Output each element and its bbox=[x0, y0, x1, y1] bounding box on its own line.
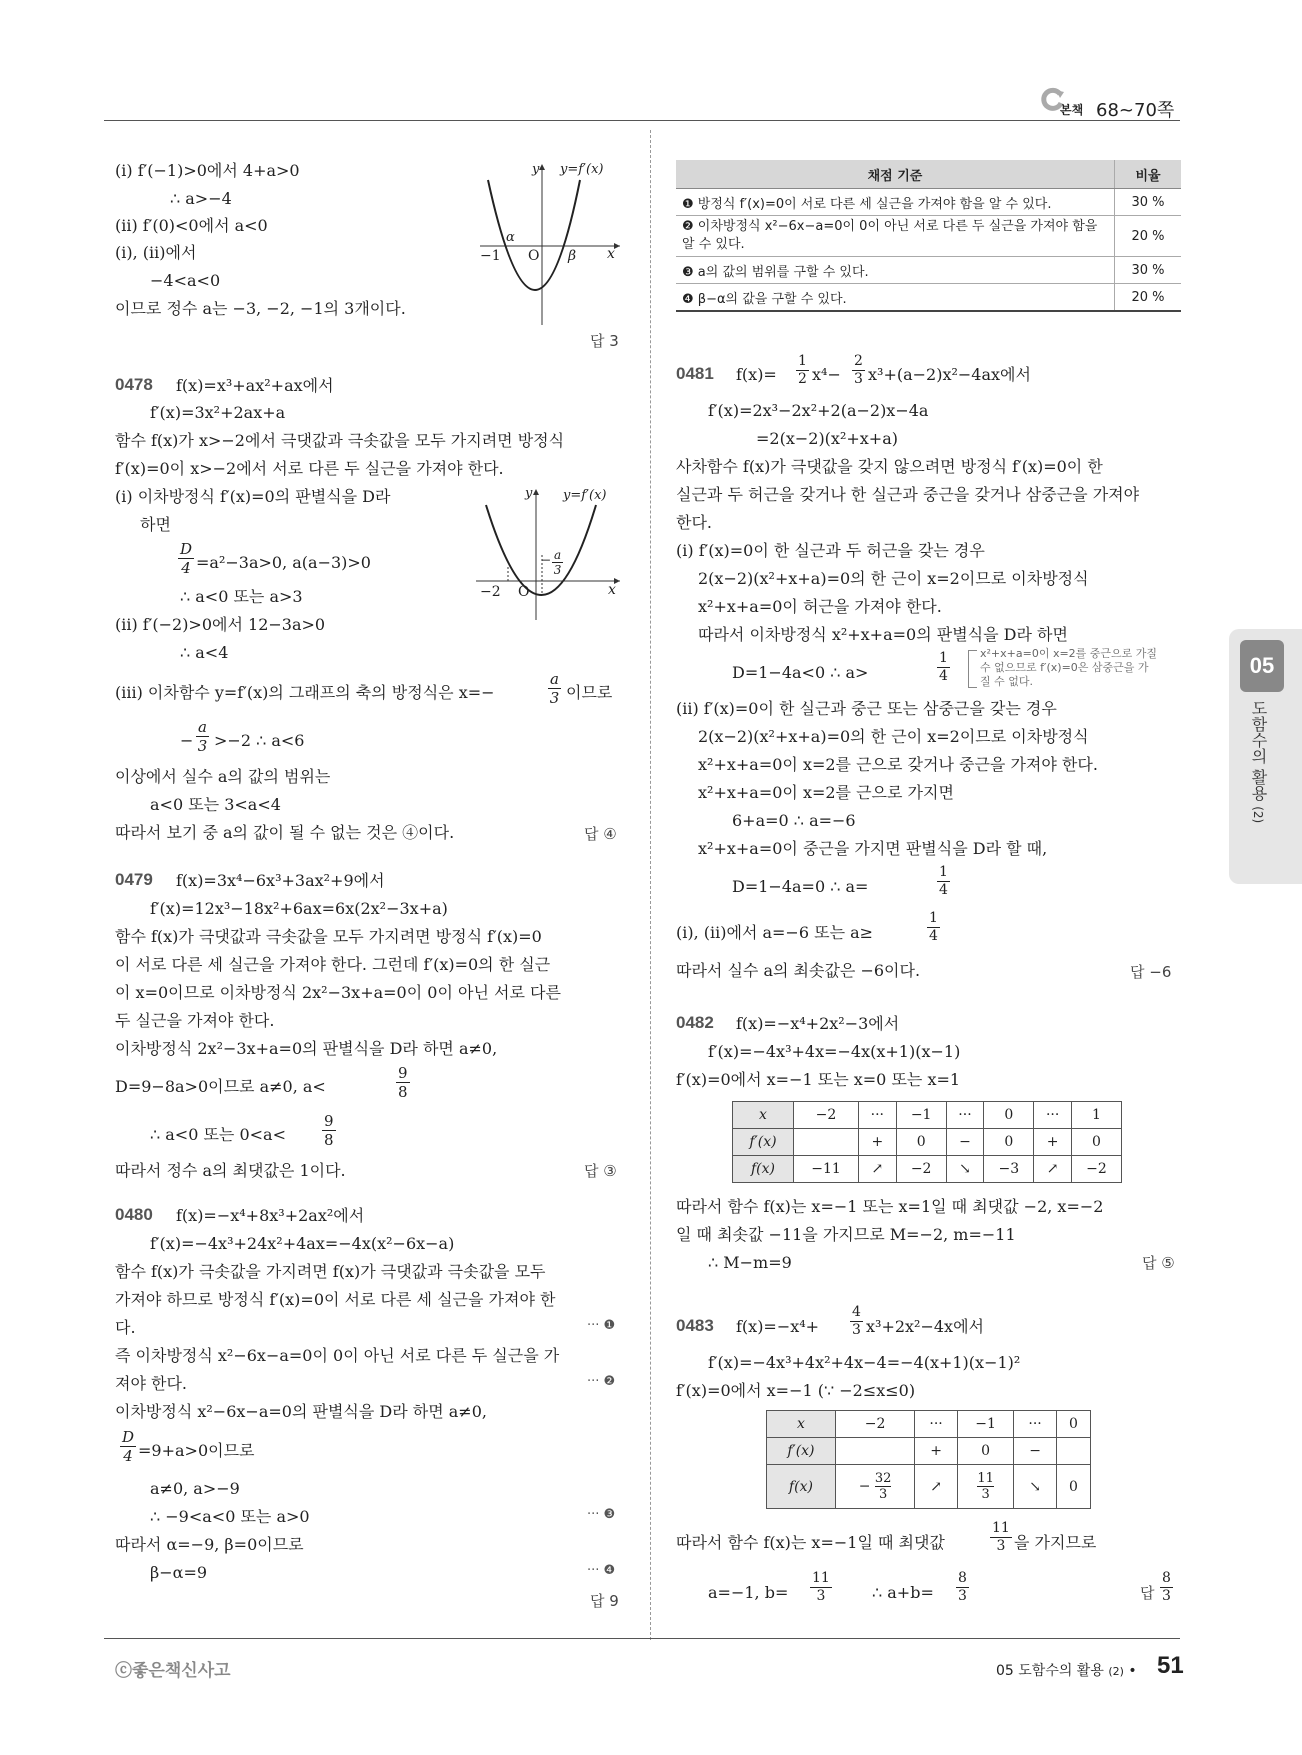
t482-r3c6: −3 bbox=[984, 1156, 1034, 1183]
p482-5: 일 때 최솟값 −11을 가지므로 M=−2, m=−11 bbox=[676, 1225, 1016, 1244]
p478-5: (ⅰ) 이차방정식 f′(x)=0의 판별식을 D라 bbox=[115, 487, 391, 506]
t482-r2c7: + bbox=[1034, 1129, 1072, 1156]
t483-r2c5: − bbox=[1014, 1438, 1057, 1465]
table-row bbox=[733, 1129, 1122, 1156]
p478-3: 함수 f(x)가 x>−2에서 극댓값과 극솟값을 모두 가지려면 방정식 bbox=[115, 431, 565, 450]
graph2-x: x bbox=[608, 582, 616, 598]
p481-9: x²+x+a=0이 허근을 가져야 한다. bbox=[698, 597, 942, 616]
p478-12: >−2 ∴ a<6 bbox=[214, 731, 305, 750]
p481-17: x²+x+a=0이 중근을 가지면 판별식을 D라 할 때, bbox=[698, 839, 1048, 858]
graph1-alpha: α bbox=[506, 230, 515, 245]
table-row bbox=[676, 189, 1181, 216]
p483-4b: 을 가지므로 bbox=[1014, 1533, 1097, 1552]
t483-r2c1: f′(x) bbox=[767, 1438, 836, 1465]
grading-criteria-3: ❸ a의 값의 범위를 구할 수 있다. bbox=[676, 257, 1115, 284]
graph1-neg1: −1 bbox=[480, 248, 501, 264]
p480-7: 져야 한다. bbox=[115, 1374, 187, 1393]
frac-481-1a: 1 2 bbox=[798, 353, 807, 387]
p478-12a: − bbox=[180, 731, 194, 750]
note-bracket bbox=[968, 650, 977, 688]
frac-483-4: 11 3 bbox=[992, 1520, 1010, 1554]
side-tab-text: 도함수의 활용 (2) bbox=[1249, 700, 1268, 824]
p478-15: 따라서 보기 중 a의 값이 될 수 없는 것은 ④이다. bbox=[115, 823, 455, 842]
footer-chapter: 05 도함수의 활용 (2) • bbox=[996, 1663, 1137, 1679]
grading-head-ratio: 비율 bbox=[1115, 160, 1182, 189]
t482-r3c3: ↗ bbox=[858, 1156, 896, 1183]
p480-12: 따라서 α=−9, β=0이므로 bbox=[115, 1535, 304, 1554]
p480-6: 즉 이차방정식 x²−6x−a=0이 0이 아닌 서로 다른 두 실근을 가 bbox=[115, 1346, 560, 1365]
footer-page-number: 51 bbox=[1157, 1652, 1184, 1679]
grading-table bbox=[676, 160, 1181, 312]
p481-3: =2(x−2)(x²+x+a) bbox=[756, 429, 898, 448]
problem-number-0480: 0480 bbox=[115, 1205, 153, 1224]
p481-7: (ⅰ) f′(x)=0이 한 실근과 두 허근을 갖는 경우 bbox=[676, 541, 985, 560]
grading-criteria-2: ❷ 이차방정식 x²−6x−a=0이 0이 아닌 서로 다른 두 실근을 가져야 함을 알 수 있다. bbox=[676, 216, 1115, 257]
t482-r3c5: ↘ bbox=[946, 1156, 984, 1183]
p480-1: f(x)=−x⁴+8x³+2ax²에서 bbox=[176, 1206, 365, 1225]
grading-ratio-2: 20 % bbox=[1115, 216, 1182, 257]
p481-6: 한다. bbox=[676, 513, 712, 532]
table-row bbox=[676, 284, 1181, 312]
frac-481-1b: 2 3 bbox=[854, 353, 863, 387]
answer-0477: 답 3 bbox=[590, 332, 619, 350]
grading-ratio-1: 30 % bbox=[1115, 189, 1182, 216]
p482-2: f′(x)=−4x³+4x=−4x(x+1)(x−1) bbox=[708, 1042, 961, 1061]
p480-2: f′(x)=−4x³+24x²+4ax=−4x(x²−6x−a) bbox=[150, 1234, 455, 1253]
p481-20: 따라서 실수 a의 최솟값은 −6이다. bbox=[676, 961, 921, 980]
table-row bbox=[767, 1465, 1091, 1509]
p483-5: a=−1, b= bbox=[708, 1583, 789, 1602]
grading-criteria-4: ❹ β−α의 값을 구할 수 있다. bbox=[676, 284, 1115, 312]
p480-11: ∴ −9<a<0 또는 a>0 bbox=[150, 1507, 310, 1526]
graph2-neg2: −2 bbox=[480, 584, 501, 600]
table-row bbox=[733, 1102, 1122, 1129]
graph2-frac: a 3 bbox=[553, 548, 562, 577]
p480-10: a≠0, a>−9 bbox=[150, 1479, 240, 1498]
problem-number-0478: 0478 bbox=[115, 375, 153, 394]
answer-0481: 답 −6 bbox=[1130, 963, 1172, 981]
frac-483-5b: 8 3 bbox=[958, 1570, 967, 1604]
t482-r1c6: 0 bbox=[984, 1102, 1034, 1129]
step-marker-1: ··· ❶ bbox=[587, 1318, 616, 1333]
frac-481-11: 1 4 bbox=[939, 650, 948, 684]
p480-3: 함수 f(x)가 극솟값을 가지려면 f(x)가 극댓값과 극솟값을 모두 bbox=[115, 1262, 546, 1281]
p483-1a: f(x)=−x⁴+ bbox=[736, 1317, 820, 1336]
answer-0483: 답 bbox=[1140, 1584, 1155, 1602]
t482-r3c4: −2 bbox=[896, 1156, 946, 1183]
p479-2: f′(x)=12x³−18x²+6ax=6x(2x²−3x+a) bbox=[150, 899, 448, 918]
t483-r3c1: f(x) bbox=[767, 1465, 836, 1509]
t483-r2c6 bbox=[1056, 1438, 1090, 1465]
p481-12: (ⅱ) f′(x)=0이 한 실근과 중근 또는 삼중근을 갖는 경우 bbox=[676, 699, 1057, 718]
t482-r1c7: ··· bbox=[1034, 1102, 1072, 1129]
answer-0480: 답 9 bbox=[590, 1592, 619, 1610]
t482-r2c3: + bbox=[858, 1129, 896, 1156]
graph1-x: x bbox=[607, 246, 615, 262]
p483-2: f′(x)=−4x³+4x²+4x−4=−4(x+1)(x−1)² bbox=[708, 1353, 1021, 1372]
t482-r3c2: −11 bbox=[794, 1156, 859, 1183]
p482-6: ∴ M−m=9 bbox=[708, 1253, 792, 1272]
t483-r3c4: $\frac{11}{3}$ bbox=[957, 1465, 1013, 1509]
p481-11: D=1−4a<0 ∴ a> bbox=[732, 663, 869, 682]
graph1-label: y=f′(x) bbox=[560, 162, 604, 177]
t483-r1c6: 0 bbox=[1056, 1411, 1090, 1438]
p481-5: 실근과 두 허근을 갖거나 한 실근과 중근을 갖거나 삼중근을 가져야 bbox=[676, 485, 1140, 504]
p478-11: (ⅲ) 이차함수 y=f′(x)의 그래프의 축의 방정식은 x=− bbox=[115, 683, 495, 702]
l5: −4<a<0 bbox=[150, 271, 221, 290]
p478-6: 하면 bbox=[140, 515, 171, 534]
t482-r3c7: ↗ bbox=[1034, 1156, 1072, 1183]
frac-483-1: 4 3 bbox=[852, 1304, 861, 1338]
p479-8: D=9−8a>0이므로 a≠0, a< bbox=[115, 1077, 326, 1096]
t483-r2c3: + bbox=[915, 1438, 958, 1465]
t483-r3c5: ↘ bbox=[1014, 1465, 1057, 1509]
l3: (ⅱ) f′(0)<0에서 a<0 bbox=[115, 216, 268, 235]
t482-r1c1: x bbox=[733, 1102, 794, 1129]
p478-7: =a²−3a>0, a(a−3)>0 bbox=[196, 553, 371, 572]
p478-4: f′(x)=0이 x>−2에서 서로 다른 두 실근을 가져야 한다. bbox=[115, 459, 504, 478]
p479-3: 함수 f(x)가 극댓값과 극솟값을 모두 가지려면 방정식 f′(x)=0 bbox=[115, 927, 542, 946]
grading-ratio-4: 20 % bbox=[1115, 284, 1182, 312]
problem-number-0481: 0481 bbox=[676, 364, 714, 383]
p478-10: ∴ a<4 bbox=[180, 643, 229, 662]
header-rule bbox=[104, 120, 1180, 121]
note-481-3: 질 수 없다. bbox=[980, 675, 1033, 688]
t483-r3c3: ↗ bbox=[915, 1465, 958, 1509]
grading-criteria-1: ❶ 방정식 f′(x)=0이 서로 다른 세 실근을 가져야 함을 알 수 있다. bbox=[676, 189, 1115, 216]
answer-0479: 답 ③ bbox=[584, 1162, 617, 1180]
p480-13: β−α=9 bbox=[150, 1563, 208, 1582]
p479-1: f(x)=3x⁴−6x³+3ax²+9에서 bbox=[176, 871, 385, 890]
frac-481-18: 1 4 bbox=[939, 864, 948, 898]
t483-r1c2: −2 bbox=[835, 1411, 914, 1438]
t483-r1c1: x bbox=[767, 1411, 836, 1438]
p482-3: f′(x)=0에서 x=−1 또는 x=0 또는 x=1 bbox=[676, 1070, 961, 1089]
frac-483-5a: 11 3 bbox=[812, 1570, 830, 1604]
p478-11b: 이므로 bbox=[566, 683, 613, 702]
p479-7: 이차방정식 2x²−3x+a=0의 판별식을 D라 하면 a≠0, bbox=[115, 1039, 498, 1058]
p482-1: f(x)=−x⁴+2x²−3에서 bbox=[736, 1014, 900, 1033]
step-marker-4: ··· ❹ bbox=[587, 1563, 616, 1578]
table-row bbox=[767, 1411, 1091, 1438]
t482-r2c5: − bbox=[946, 1129, 984, 1156]
graph2-o: O bbox=[518, 584, 530, 600]
problem-number-0483: 0483 bbox=[676, 1316, 714, 1335]
l4: (ⅰ), (ⅱ)에서 bbox=[115, 243, 197, 262]
t482-r1c4: −1 bbox=[896, 1102, 946, 1129]
p478-1: f(x)=x³+ax²+ax에서 bbox=[176, 376, 334, 395]
p481-14: x²+x+a=0이 x=2를 근으로 갖거나 중근을 가져야 한다. bbox=[698, 755, 1098, 774]
p480-8: 이차방정식 x²−6x−a=0의 판별식을 D라 하면 a≠0, bbox=[115, 1402, 487, 1421]
p480-4: 가져야 하므로 방정식 f′(x)=0이 서로 다른 세 실근을 가져야 한 bbox=[115, 1290, 556, 1309]
p481-1a: f(x)= bbox=[736, 365, 777, 384]
problem-number-0482: 0482 bbox=[676, 1013, 714, 1032]
graph2-label: y=f′(x) bbox=[563, 488, 607, 503]
grading-head-criteria: 채점 기준 bbox=[676, 160, 1115, 189]
t483-r1c3: ··· bbox=[915, 1411, 958, 1438]
t483-r1c5: ··· bbox=[1014, 1411, 1057, 1438]
header-pages: 68~70쪽 bbox=[1096, 100, 1175, 121]
frac-479-9: 9 8 bbox=[324, 1112, 334, 1149]
p481-1c: x³+(a−2)x²−4ax에서 bbox=[868, 365, 1031, 384]
p478-8: ∴ a<0 또는 a>3 bbox=[180, 587, 303, 606]
t482-r3c8: −2 bbox=[1071, 1156, 1121, 1183]
t482-r2c4: 0 bbox=[896, 1129, 946, 1156]
p481-8: 2(x−2)(x²+x+a)=0의 한 근이 x=2이므로 이차방정식 bbox=[698, 569, 1089, 588]
problem-number-0479: 0479 bbox=[115, 870, 153, 889]
l6: 이므로 정수 a는 −3, −2, −1의 3개이다. bbox=[115, 299, 406, 318]
p481-16: 6+a=0 ∴ a=−6 bbox=[732, 811, 856, 830]
t482-r1c3: ··· bbox=[858, 1102, 896, 1129]
answer-0482: 답 ⑤ bbox=[1142, 1254, 1175, 1272]
p479-5: 이 x=0이므로 이차방정식 2x²−3x+a=0이 0이 아닌 서로 다른 bbox=[115, 983, 561, 1002]
p481-2: f′(x)=2x³−2x²+2(a−2)x−4a bbox=[708, 401, 929, 420]
note-481-2: 수 없으므로 f′(x)=0은 삼중근을 가 bbox=[980, 661, 1149, 674]
t483-r2c4: 0 bbox=[957, 1438, 1013, 1465]
variation-table-0483 bbox=[766, 1410, 1091, 1509]
table-row bbox=[676, 257, 1181, 284]
p478-9: (ⅱ) f′(−2)>0에서 12−3a>0 bbox=[115, 615, 326, 634]
t482-r3c1: f(x) bbox=[733, 1156, 794, 1183]
side-tab-number: 05 bbox=[1240, 640, 1284, 692]
t483-r3c2: − $\frac{32}{3}$ bbox=[835, 1465, 914, 1509]
p478-13: 이상에서 실수 a의 값의 범위는 bbox=[115, 767, 331, 786]
table-row bbox=[733, 1156, 1122, 1183]
p483-3: f′(x)=0에서 x=−1 (∵ −2≤x≤0) bbox=[676, 1381, 916, 1400]
p481-15: x²+x+a=0이 x=2를 근으로 가지면 bbox=[698, 783, 954, 802]
frac-478-12: a 3 bbox=[197, 718, 208, 755]
frac-480-9: D 4 bbox=[122, 1428, 135, 1465]
p479-6: 두 실근을 가져야 한다. bbox=[115, 1011, 275, 1030]
t483-r3c6: 0 bbox=[1056, 1465, 1090, 1509]
frac-478-11: a 3 bbox=[549, 670, 560, 707]
p479-10: 따라서 정수 a의 최댓값은 1이다. bbox=[115, 1161, 346, 1180]
l2: ∴ a>−4 bbox=[170, 189, 232, 208]
p482-4: 따라서 함수 f(x)는 x=−1 또는 x=1일 때 최댓값 −2, x=−2 bbox=[676, 1197, 1104, 1216]
note-481-1: x²+x+a=0이 x=2를 중근으로 가질 bbox=[980, 647, 1158, 660]
footer-rule bbox=[104, 1638, 1180, 1639]
t482-r1c8: 1 bbox=[1071, 1102, 1121, 1129]
answer-0483-frac: 8 3 bbox=[1162, 1570, 1171, 1604]
step-marker-2: ··· ❷ bbox=[587, 1374, 616, 1389]
t482-r2c6: 0 bbox=[984, 1129, 1034, 1156]
p479-9: ∴ a<0 또는 0<a< bbox=[150, 1125, 287, 1144]
p479-4: 이 서로 다른 세 실근을 가져야 한다. 그런데 f′(x)=0의 한 실근 bbox=[115, 955, 551, 974]
t482-r1c5: ··· bbox=[946, 1102, 984, 1129]
table-row bbox=[676, 216, 1181, 257]
t482-r2c2 bbox=[794, 1129, 859, 1156]
t482-r2c1: f′(x) bbox=[733, 1129, 794, 1156]
graph1-o: O bbox=[528, 248, 540, 264]
p481-1b: x⁴− bbox=[812, 365, 841, 384]
p478-14: a<0 또는 3<a<4 bbox=[150, 795, 281, 814]
graph1-y: y bbox=[532, 162, 540, 177]
frac-481-19: 1 4 bbox=[929, 910, 938, 944]
l1: (ⅰ) f′(−1)>0에서 4+a>0 bbox=[115, 161, 300, 180]
graph2-frac-sign: − bbox=[541, 553, 552, 567]
p480-5: 다. bbox=[115, 1318, 136, 1337]
t482-r2c8: 0 bbox=[1071, 1129, 1121, 1156]
grading-ratio-3: 30 % bbox=[1115, 257, 1182, 284]
graph1-beta: β bbox=[568, 248, 577, 264]
p481-13: 2(x−2)(x²+x+a)=0의 한 근이 x=2이므로 이차방정식 bbox=[698, 727, 1089, 746]
p478-2: f′(x)=3x²+2ax+a bbox=[150, 403, 286, 422]
t483-r2c2 bbox=[835, 1438, 914, 1465]
t482-r1c2: −2 bbox=[794, 1102, 859, 1129]
p481-10: 따라서 이차방정식 x²+x+a=0의 판별식을 D라 하면 bbox=[698, 625, 1068, 644]
p481-19: (ⅰ), (ⅱ)에서 a=−6 또는 a≥ bbox=[676, 923, 874, 942]
variation-table-0482 bbox=[732, 1101, 1122, 1183]
p481-18: D=1−4a=0 ∴ a= bbox=[732, 877, 869, 896]
graph-477 bbox=[470, 160, 630, 330]
frac-478-7: D 4 bbox=[180, 540, 193, 577]
p483-5b: ∴ a+b= bbox=[872, 1583, 934, 1602]
footer-publisher: ⓒ좋은책신사고 bbox=[115, 1661, 231, 1681]
p480-9: =9+a>0이므로 bbox=[138, 1441, 255, 1460]
header-book: 본책 bbox=[1060, 103, 1084, 117]
graph2-y: y bbox=[525, 486, 533, 501]
table-row bbox=[767, 1438, 1091, 1465]
p481-4: 사차함수 f(x)가 극댓값을 갖지 않으려면 방정식 f′(x)=0이 한 bbox=[676, 457, 1103, 476]
t483-r1c4: −1 bbox=[957, 1411, 1013, 1438]
answer-0478: 답 ④ bbox=[584, 825, 617, 843]
p483-1b: x³+2x²−4x에서 bbox=[866, 1317, 984, 1336]
column-divider bbox=[650, 130, 651, 1640]
step-marker-3: ··· ❸ bbox=[587, 1507, 616, 1522]
frac-479-8: 9 8 bbox=[398, 1064, 408, 1101]
grading-header-row bbox=[676, 160, 1181, 189]
p483-4: 따라서 함수 f(x)는 x=−1일 때 최댓값 bbox=[676, 1533, 945, 1552]
